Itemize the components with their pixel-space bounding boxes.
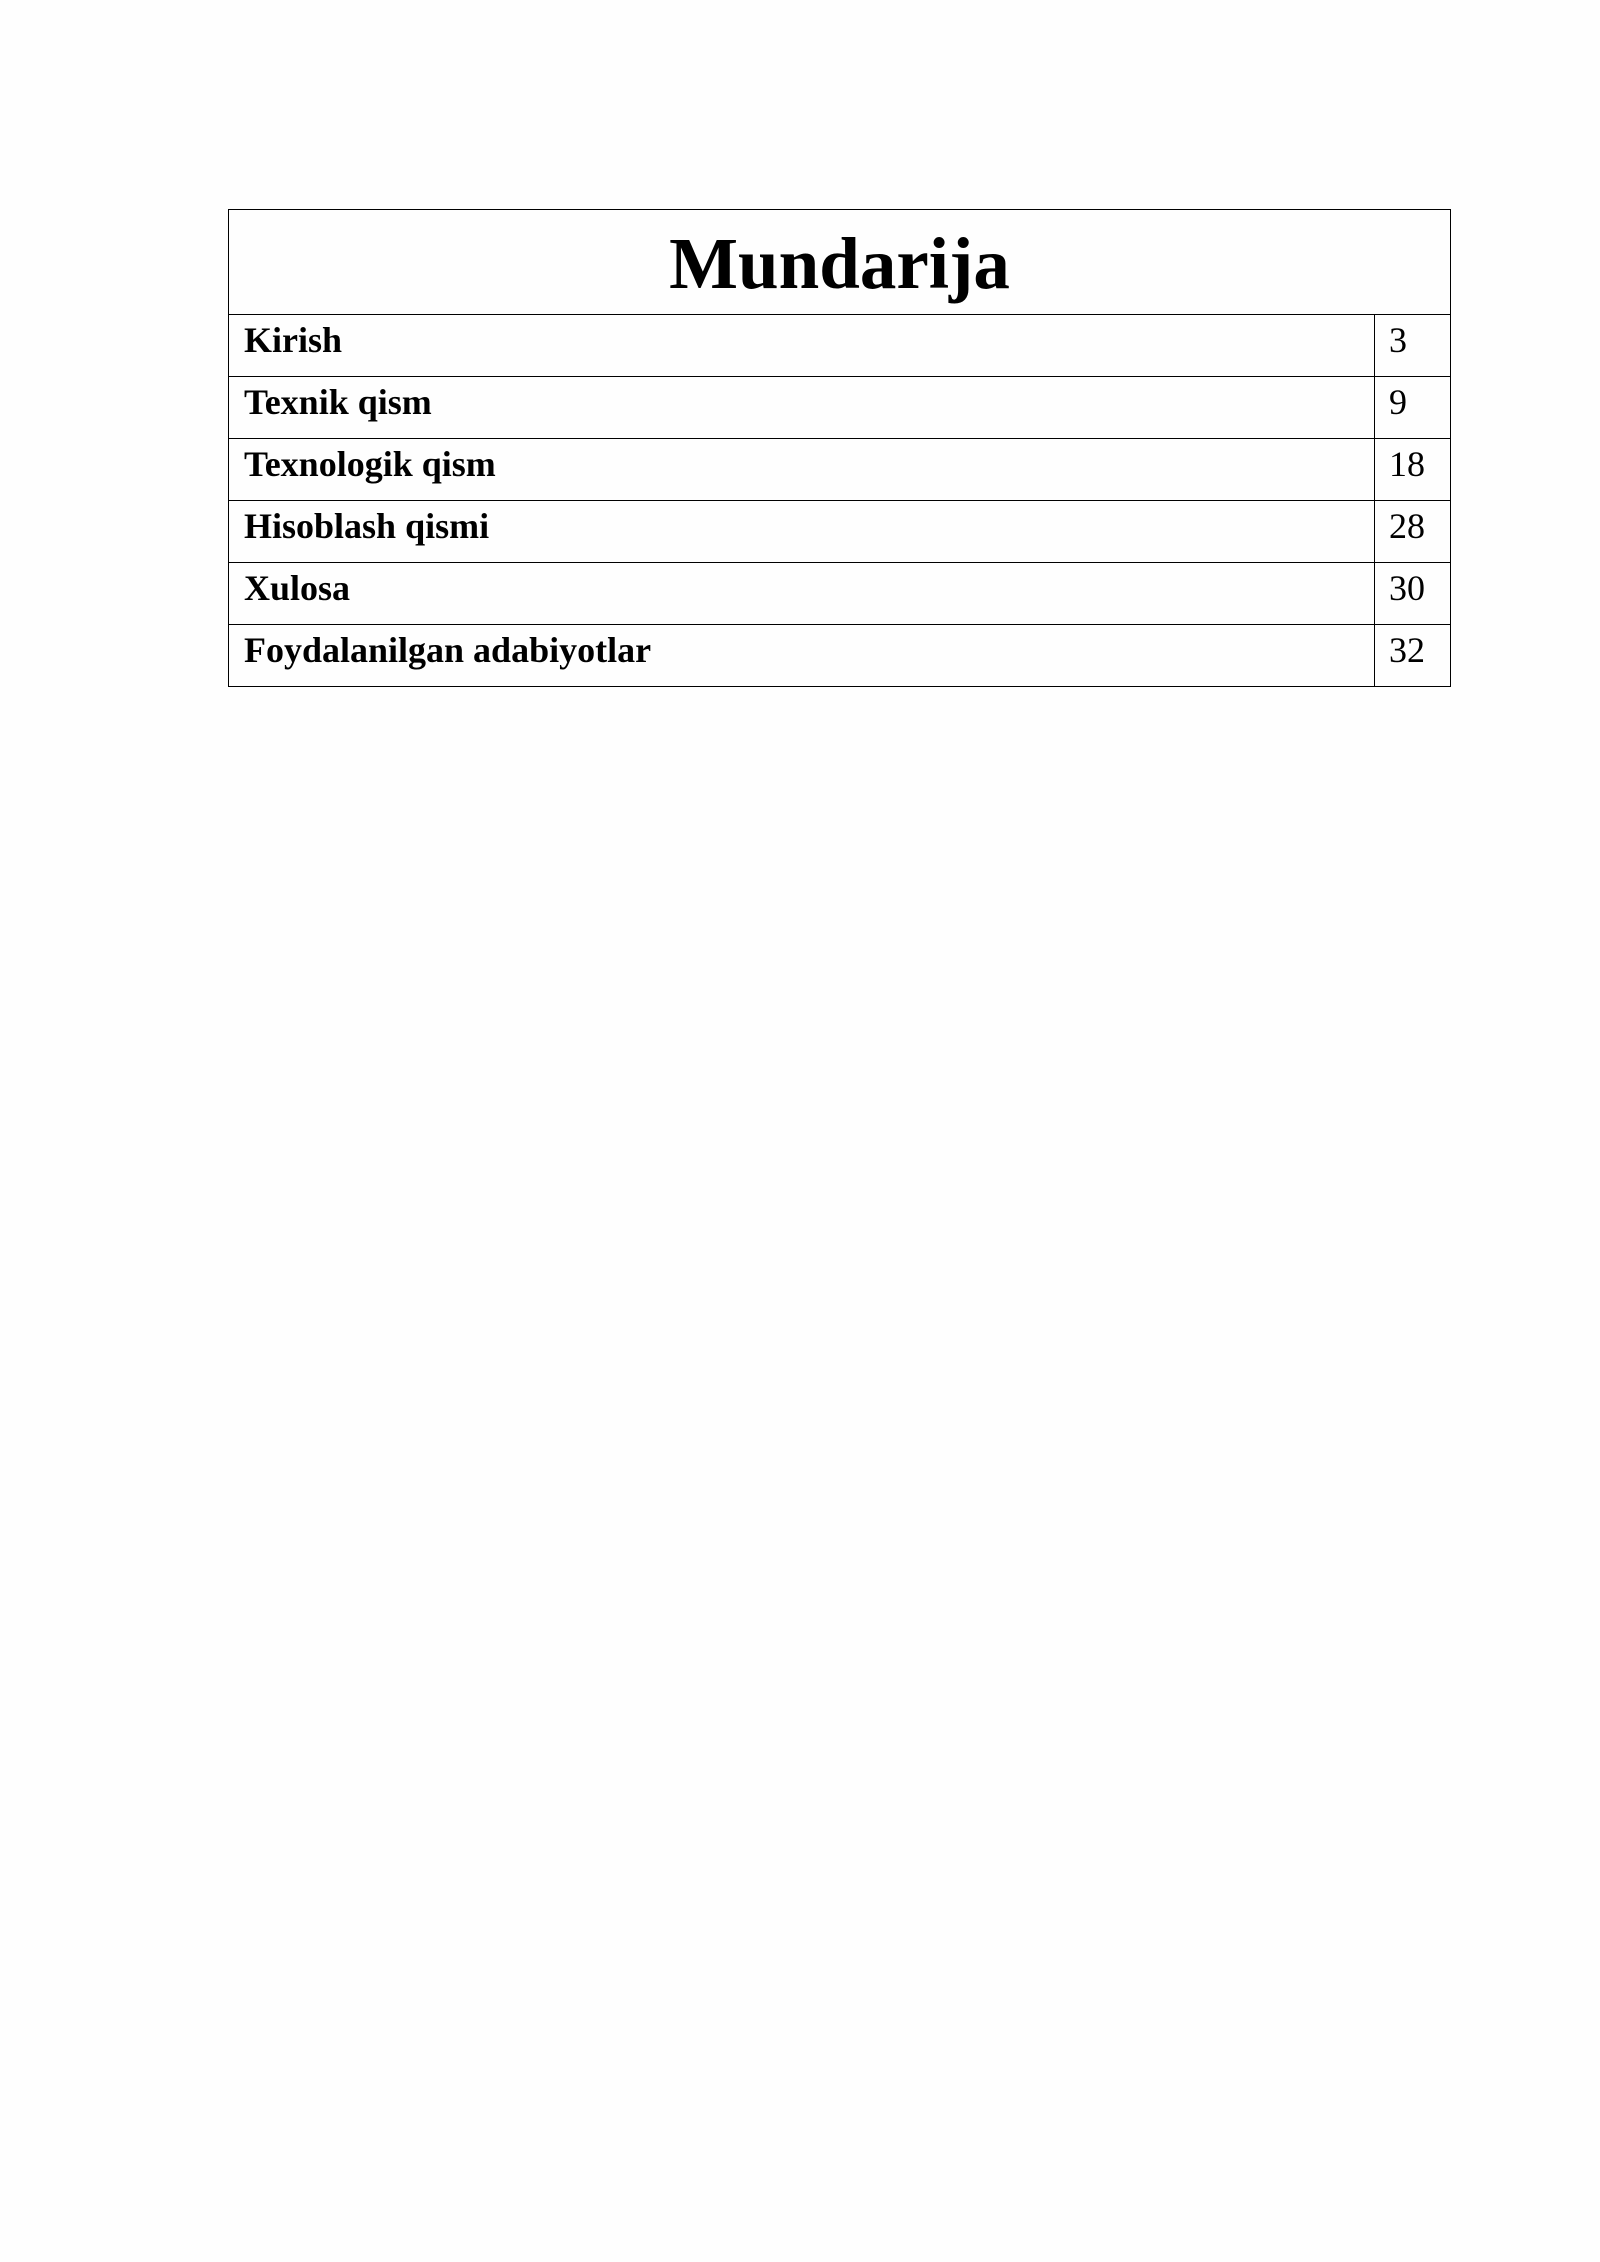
toc-entry-page: 3 [1375, 315, 1451, 377]
toc-row [229, 625, 1451, 687]
toc-entry-title: Texnik qism [229, 377, 1375, 439]
table-of-contents [228, 209, 1451, 687]
toc-entry-title: Hisoblash qismi [229, 501, 1375, 563]
toc-entry-page: 9 [1375, 377, 1451, 439]
toc-entry-title: Kirish [229, 315, 1375, 377]
toc-row [229, 501, 1451, 563]
toc-row [229, 439, 1451, 501]
toc-row [229, 315, 1451, 377]
toc-entry-page: 18 [1375, 439, 1451, 501]
toc-entry-title: Xulosa [229, 563, 1375, 625]
toc-heading: Mundarija [229, 210, 1451, 315]
toc-entry-page: 28 [1375, 501, 1451, 563]
toc-title-row [229, 210, 1451, 315]
toc-row [229, 377, 1451, 439]
toc-row [229, 563, 1451, 625]
toc-entry-title: Texnologik qism [229, 439, 1375, 501]
toc-entry-title: Foydalanilgan adabiyotlar [229, 625, 1375, 687]
toc-entry-page: 30 [1375, 563, 1451, 625]
toc-entry-page: 32 [1375, 625, 1451, 687]
